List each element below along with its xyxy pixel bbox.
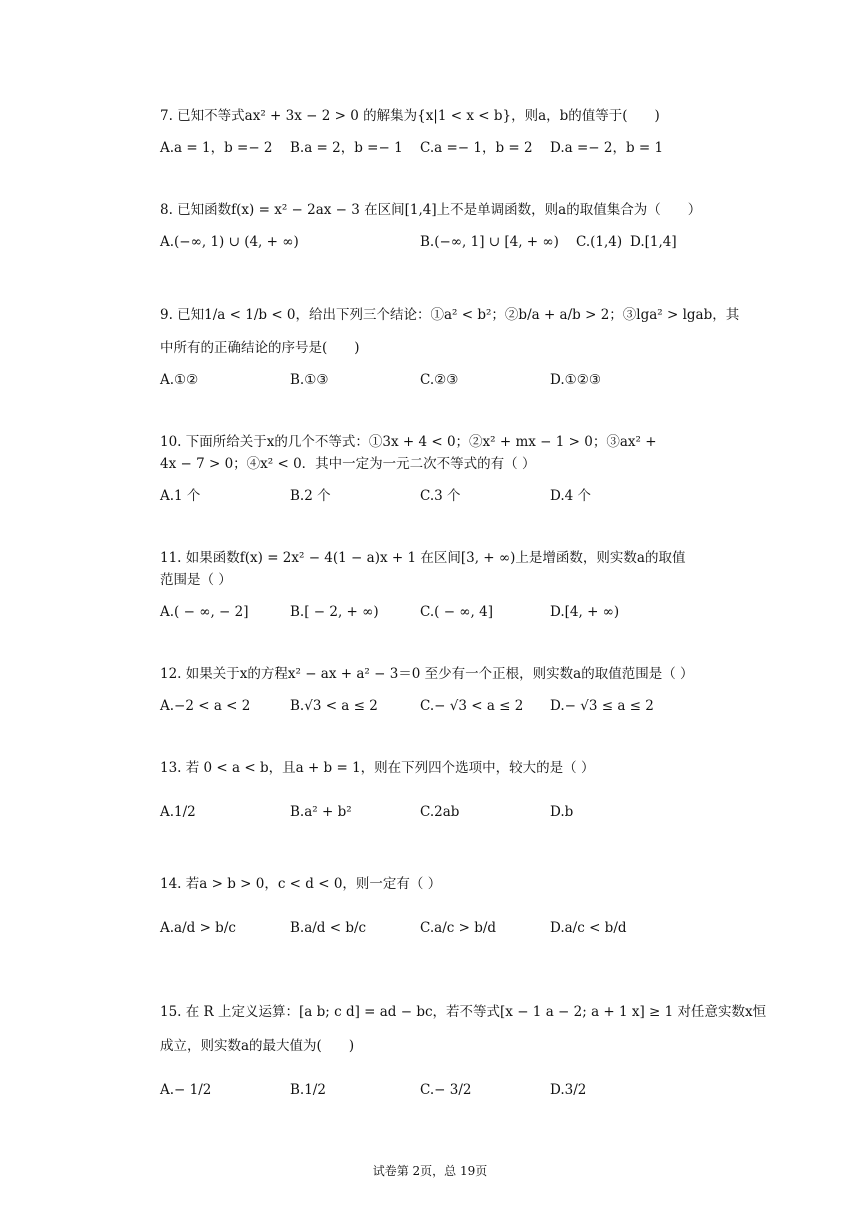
q8-stem: 8. 已知函数f(x) = x² − 2ax − 3 在区间[1,4]上不是单调函数，则a的取值集合为（ ） (160, 202, 702, 218)
q8-option-a: A.(−∞, 1) ∪ (4, + ∞) (160, 234, 299, 250)
q10-option-a: A.1 个 (160, 488, 201, 504)
q14-option-d: D.a/c < b/d (550, 920, 627, 936)
q15-option-b: B.1/2 (290, 1082, 326, 1098)
q13-option-d: D.b (550, 804, 574, 820)
q9-option-b: B.①③ (290, 372, 329, 388)
q11-option-a: A.( − ∞, − 2] (160, 604, 249, 620)
q14-option-c: C.a/c > b/d (420, 920, 497, 936)
q15-option-d: D.3/2 (550, 1082, 587, 1098)
q12-stem: 12. 如果关于x的方程x² − ax + a² − 3＝0 至少有一个正根，则实数a的取值范围是（ ） (160, 666, 694, 682)
q14-option-a: A.a/d > b/c (160, 920, 236, 936)
q13-stem: 13. 若 0 < a < b，且a + b = 1，则在下列四个选项中，较大的是（ ） (160, 760, 595, 776)
q8-option-b: B.(−∞, 1] ∪ [4, + ∞) (420, 234, 559, 250)
q10-option-b: B.2 个 (290, 488, 331, 504)
q7-option-d: D.a =− 2，b = 1 (550, 140, 664, 156)
q7-option-b: B.a = 2，b =− 1 (290, 140, 403, 156)
q8-option-d: D.[1,4] (630, 234, 677, 250)
q12-option-a: A.−2 < a < 2 (160, 698, 251, 714)
q13-option-a: A.1/2 (160, 804, 196, 820)
q15-option-a: A.− 1/2 (160, 1082, 212, 1098)
q10-stem-line1: 10. 下面所给关于x的几个不等式：①3x + 4 < 0；②x² + mx − 1 > 0；③ax² + (160, 434, 657, 450)
q11-option-c: C.( − ∞, 4] (420, 604, 493, 620)
q14-stem: 14. 若a > b > 0，c < d < 0，则一定有（ ） (160, 876, 442, 892)
q9-stem-line2: 中所有的正确结论的序号是( ) (160, 340, 360, 356)
q13-option-c: C.2ab (420, 804, 460, 820)
q11-option-b: B.[ − 2, + ∞) (290, 604, 379, 620)
q15-option-c: C.− 3/2 (420, 1082, 472, 1098)
q11-stem-line1: 11. 如果函数f(x) = 2x² − 4(1 − a)x + 1 在区间[3, + ∞)上是增函数，则实数a的取值 (160, 550, 686, 566)
q9-stem-line1: 9. 已知1/a < 1/b < 0，给出下列三个结论：①a² < b²；②b/a + a/b > 2；③lga² > lgab，其 (160, 307, 740, 323)
q9-option-a: A.①② (160, 372, 199, 388)
q15-stem-line2: 成立，则实数a的最大值为( ) (160, 1038, 355, 1054)
q10-option-c: C.3 个 (420, 488, 461, 504)
q15-stem-line1: 15. 在 R 上定义运算：[a b; c d] = ad − bc，若不等式[x − 1 a − 2; a + 1 x] ≥ 1 对任意实数x恒 (160, 1004, 767, 1020)
q14-option-b: B.a/d < b/c (290, 920, 367, 936)
q13-option-b: B.a² + b² (290, 804, 352, 820)
q9-option-d: D.①②③ (550, 372, 601, 388)
q10-option-d: D.4 个 (550, 488, 592, 504)
q7-option-a: A.a = 1，b =− 2 (160, 140, 273, 156)
q10-stem-line2: 4x − 7 > 0；④x² < 0．其中一定为一元二次不等式的有（ ） (160, 456, 536, 472)
q12-option-c: C.− √3 < a ≤ 2 (420, 698, 524, 714)
page-footer: 试卷第 2页，总 19页 (372, 1164, 488, 1178)
q11-option-d: D.[4, + ∞) (550, 604, 620, 620)
q8-option-c: C.(1,4) (576, 234, 623, 250)
q12-option-b: B.√3 < a ≤ 2 (290, 698, 378, 714)
q12-option-d: D.− √3 ≤ a ≤ 2 (550, 698, 654, 714)
q9-option-c: C.②③ (420, 372, 459, 388)
q7-stem: 7. 已知不等式ax² + 3x − 2 > 0 的解集为{x|1 < x < b}，则a，b的值等于( ) (160, 108, 660, 124)
q11-stem-line2: 范围是（ ） (160, 572, 232, 588)
q7-option-c: C.a =− 1，b = 2 (420, 140, 533, 156)
